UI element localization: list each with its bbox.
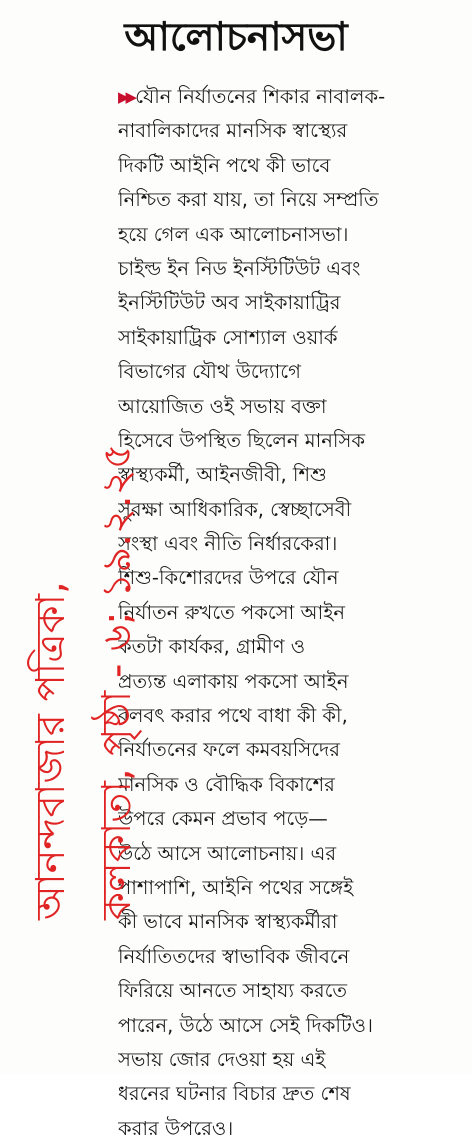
- article-line: শিশু-কিশোরদের উপরে যৌন: [118, 566, 339, 590]
- article-line: নির্যাতিতদের স্বাভাবিক জীবনে: [118, 944, 350, 968]
- article-line: কী ভাবে মানসিক স্বাস্থ্যকর্মীরা: [118, 910, 338, 934]
- article-line: সাইকায়াট্রিক সোশ্যাল ওয়ার্ক: [118, 325, 338, 349]
- article-line: সুরক্ষা আধিকারিক, স্বেচ্ছাসেবী: [118, 497, 352, 521]
- article-line: কতটা কার্যকর, গ্রামীণ ও: [118, 635, 306, 659]
- article-line: ধরনের ঘটনার বিচার দ্রুত শেষ: [118, 1082, 351, 1106]
- source-stamp-details: কলকাতা, পৃষ্ঠা - ৬; ১৯.২.২৫: [94, 443, 140, 920]
- article-line: স্বাস্থ্যকর্মী, আইনজীবী, শিশু: [118, 463, 327, 487]
- source-stamp: [18, 200, 150, 920]
- article-headline: আলোচনাসভা: [124, 15, 348, 60]
- article-line: হয়ে গেল এক আলোচনাসভা।: [118, 222, 349, 246]
- article-line: পারেন, উঠে আসে সেই দিকটিও।: [118, 1013, 373, 1037]
- article-line: চাইল্ড ইন নিড ইনস্টিটিউট এবং: [118, 256, 361, 280]
- bullet-marker-icon: ▶▶: [118, 88, 134, 106]
- article-line: আয়োজিত ওই সভায় বক্তা: [118, 394, 327, 418]
- article-line: নাবালিকাদের মানসিক স্বাস্থ্যের: [118, 119, 348, 143]
- article-line: দিকটি আইনি পথে কী ভাবে: [118, 153, 331, 177]
- article-line: পাশাপাশি, আইনি পথের সঙ্গেই: [118, 875, 354, 899]
- article-line: মানসিক ও বৌদ্ধিক বিকাশের: [118, 772, 335, 796]
- article-line: করার উপরেও।: [118, 1116, 234, 1140]
- article-line: নির্যাতন রুখতে পকসো আইন: [118, 600, 345, 624]
- article-line: ইনস্টিটিউট অব সাইকায়াট্রির: [118, 291, 341, 315]
- article-line: সংস্থা এবং নীতি নির্ধারকেরা।: [118, 532, 338, 556]
- article-line: সভায় জোর দেওয়া হয় এই: [118, 1047, 326, 1071]
- article-line: হিসেবে উপস্থিত ছিলেন মানসিক: [118, 428, 365, 452]
- article-line: উপরে কেমন প্রভাব পড়ে—: [118, 807, 328, 831]
- article-line: প্রত্যন্ত এলাকায় পকসো আইন: [118, 669, 349, 693]
- article-line: ▶▶ যৌন নির্যাতনের শিকার নাবালক-: [118, 80, 450, 114]
- article-body: [118, 80, 450, 1146]
- article-line: নিশ্চিত করা যায়, তা নিয়ে সম্প্রতি: [118, 188, 379, 212]
- article-line: বলবৎ করার পথে বাধা কী কী,: [118, 704, 348, 728]
- article-line: নির্যাতনের ফলে কমবয়সিদের: [118, 738, 341, 762]
- article-line: বিভাগের যৌথ উদ্যোগে: [118, 360, 301, 384]
- article-line: ফিরিয়ে আনতে সাহায্য করতে: [118, 979, 348, 1003]
- article-line: উঠে আসে আলোচনায়। এর: [118, 841, 337, 865]
- source-stamp-publication: আনন্দবাজার পত্রিকা,: [28, 581, 74, 920]
